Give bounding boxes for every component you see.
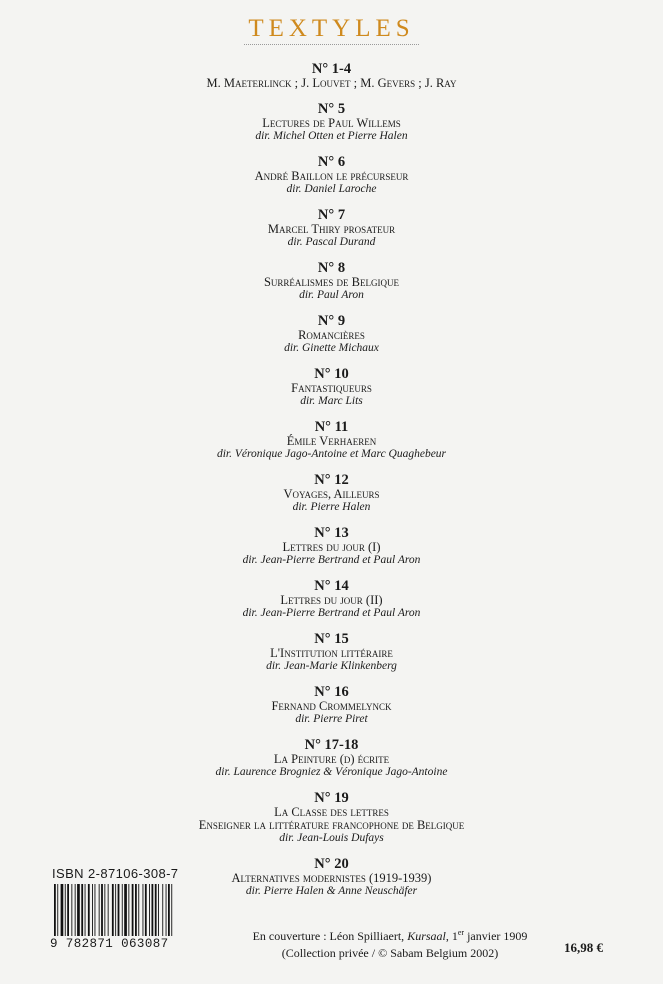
issue-director: dir. Paul Aron <box>299 289 364 301</box>
barcode-bar <box>67 884 69 936</box>
issue-title: Fantastiqueurs <box>291 381 372 395</box>
issue-title: Romancières <box>298 328 365 342</box>
barcode-bar <box>112 884 114 936</box>
issue-director: dir. Pascal Durand <box>287 236 376 248</box>
issue-number: N° 15 <box>314 631 349 647</box>
barcode-bar <box>65 884 66 936</box>
issue-number: N° 8 <box>317 260 346 276</box>
issue-director: dir. Laurence Brogniez & Véronique Jago-Antoine <box>215 766 448 778</box>
issue-director: dir. Pierre Halen & Anne Neuschäfer <box>245 885 418 897</box>
issue-title: Lettres du jour (I) <box>282 540 381 554</box>
issue-title: La Classe des lettres <box>274 805 389 819</box>
issue-number: N° 7 <box>317 207 346 223</box>
barcode-bar <box>54 884 56 936</box>
issue-item <box>0 367 663 408</box>
barcode-bar <box>166 884 167 936</box>
journal-title: TEXTYLES <box>244 14 418 45</box>
barcode-digits: 9 782871 063087 <box>50 937 169 951</box>
issue-title: Émile Verhaeren <box>286 434 377 448</box>
barcode-bar <box>71 884 72 936</box>
issue-number: N° 19 <box>314 790 349 806</box>
barcode-bar <box>57 884 58 936</box>
barcode-bar <box>152 884 154 936</box>
barcode-bar <box>122 884 123 936</box>
issue-number: N° 9 <box>317 313 346 329</box>
isbn: ISBN 2-87106-308-7 <box>52 866 179 881</box>
issue-title: Marcel Thiry prosateur <box>267 222 396 236</box>
barcode-bar <box>138 884 139 936</box>
cover-credit <box>230 924 550 962</box>
barcode-bar <box>104 884 105 936</box>
barcode-bar <box>145 884 147 936</box>
issue-title: André Baillon le précurseur <box>254 169 409 183</box>
issue-subtitle: Enseigner la littérature francophone de Belgique <box>198 818 465 832</box>
barcode <box>52 884 186 940</box>
barcode-bar <box>95 884 96 936</box>
issue-number: N° 14 <box>314 578 349 594</box>
issue-number: N° 12 <box>314 472 349 488</box>
issue-director: dir. Jean-Pierre Bertrand et Paul Aron <box>242 607 421 619</box>
issue-item <box>0 155 663 196</box>
issue-director: dir. Pierre Piret <box>295 713 368 725</box>
cover-credit-line-2: (Collection privée / © Sabam Belgium 2002) <box>281 946 499 960</box>
issue-director: dir. Jean-Pierre Bertrand et Paul Aron <box>242 554 421 566</box>
barcode-bar <box>81 884 83 936</box>
barcode-bar <box>168 884 170 936</box>
credit-sup: er <box>457 928 465 937</box>
barcode-bar <box>135 884 137 936</box>
issue-director: dir. Jean-Louis Dufays <box>279 832 384 844</box>
barcode-bar <box>108 884 109 936</box>
issue-number: N° 17-18 <box>304 737 359 753</box>
issue-item <box>0 208 663 249</box>
barcode-bar <box>128 884 129 936</box>
issue-item <box>0 314 663 355</box>
barcode-bar <box>124 884 127 936</box>
barcode-bar <box>118 884 120 936</box>
issue-number: N° 1-4 <box>311 61 352 77</box>
issue-number: N° 16 <box>314 684 349 700</box>
credit-date: , 1 <box>445 929 458 943</box>
issue-number: N° 10 <box>314 366 349 382</box>
barcode-bar <box>171 884 172 936</box>
issue-number: N° 11 <box>314 419 349 435</box>
barcode-bar <box>115 884 116 936</box>
barcode-bar <box>101 884 103 936</box>
barcode-bar <box>158 884 159 936</box>
issue-item <box>0 526 663 567</box>
barcode-bar <box>99 884 100 936</box>
issue-title: Lectures de Paul Willems <box>262 116 401 130</box>
issue-item <box>0 62 663 90</box>
issue-director: dir. Pierre Halen <box>292 501 371 513</box>
issue-item <box>0 685 663 726</box>
issue-item <box>0 632 663 673</box>
price: 16,98 € <box>564 940 603 955</box>
issue-item <box>0 102 663 143</box>
barcode-bar <box>85 884 86 936</box>
issue-director: dir. Ginette Michaux <box>284 342 379 354</box>
barcode-bar <box>77 884 80 936</box>
credit-rest: janvier 1909 <box>464 929 528 943</box>
issue-director: dir. Marc Lits <box>300 395 363 407</box>
barcode-bar <box>162 884 163 936</box>
issue-title: M. Maeterlinck ; J. Louvet ; M. Gevers ; J. Ray <box>206 76 457 90</box>
barcode-bar <box>155 884 157 936</box>
issue-title: Voyages, Ailleurs <box>283 487 380 501</box>
issue-title: L'Institution littéraire <box>270 646 393 660</box>
header <box>0 14 663 45</box>
issue-title: Fernand Crommelynck <box>271 699 392 713</box>
issue-item <box>0 420 663 461</box>
issue-number: N° 5 <box>317 101 346 117</box>
issue-item <box>0 738 663 779</box>
barcode-bar <box>132 884 134 936</box>
issue-director: dir. Véronique Jago-Antoine et Marc Quaghebeur <box>216 448 447 460</box>
issue-list <box>0 62 663 898</box>
barcode-bar <box>143 884 144 936</box>
issue-number: N° 20 <box>314 856 349 872</box>
issue-number: N° 13 <box>314 525 349 541</box>
issue-item <box>0 579 663 620</box>
barcode-bar <box>88 884 90 936</box>
credit-prefix: En couverture : Léon Spilliaert, <box>252 929 408 943</box>
issue-title: Alternatives modernistes (1919-1939) <box>231 871 432 885</box>
issue-item <box>0 261 663 302</box>
issue-title: La Peinture (d) écrite <box>273 752 390 766</box>
issue-title: Surréalismes de Belgique <box>263 275 400 289</box>
issue-item <box>0 791 663 845</box>
barcode-bar <box>61 884 64 936</box>
issue-number: N° 6 <box>317 154 346 170</box>
cover-credit-line-1 <box>230 924 550 945</box>
issue-item <box>0 473 663 514</box>
credit-work: Kursaal <box>407 929 446 943</box>
issue-director: dir. Jean-Marie Klinkenberg <box>266 660 397 672</box>
issue-director: dir. Michel Otten et Pierre Halen <box>255 130 408 142</box>
barcode-bar <box>149 884 150 936</box>
issue-director: dir. Daniel Laroche <box>286 183 377 195</box>
barcode-bar <box>92 884 93 936</box>
issue-title: Lettres du jour (II) <box>280 593 383 607</box>
barcode-bar <box>75 884 76 936</box>
